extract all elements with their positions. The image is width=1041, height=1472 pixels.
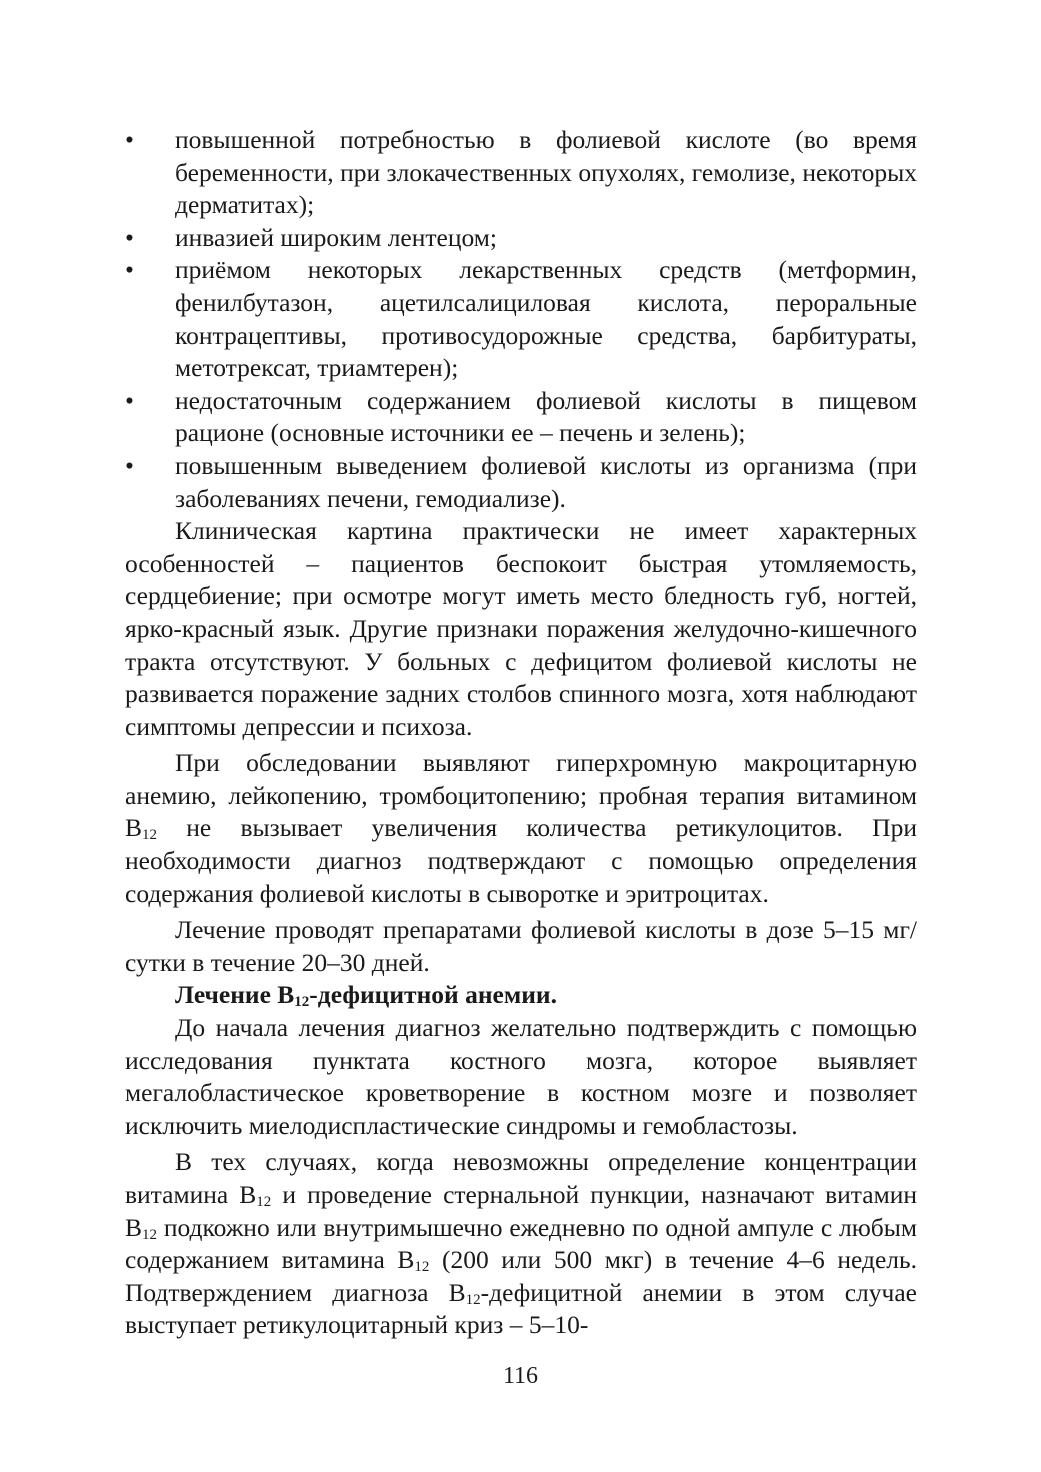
list-item xyxy=(125,124,917,222)
paragraph-clinical-picture: Клиническая картина практически не имеет характерных особенностей – пациентов беспокоит быстрая утомляемость, сердцебиение; при осмотре могут иметь место бледность губ, ногтей, ярко-красный язык. Другие признаки поражения желудочно-кишечного тракта отсутствуют. У больных с дефицитом фолиевой кислоты не развивается поражение задних столбов спинного мозга, хотя наблюдают симптомы депрессии и психоза. xyxy=(125,516,917,741)
bullet-icon: • xyxy=(125,255,134,285)
bullet-icon: • xyxy=(125,385,134,415)
bullet-icon: • xyxy=(125,450,134,480)
list-item-text: повышенной потребностью в фолиевой кислоте (во время беременности, при злокачественных опухолях, гемолизе, некоторых дерматитах); xyxy=(175,125,917,220)
paragraph-diagnosis: До начала лечения диагноз желательно подтверждить с помощью исследования пунктата костного мозга, которое выявляет мегалобластическое кроветворение в костном мозге и позволяет исключить миелодиспластические синдромы и гемобластозы. xyxy=(125,1013,917,1140)
section-heading: Лечение $B_{12}$-дефицитной анемии. xyxy=(175,980,557,1011)
list-item xyxy=(125,254,917,384)
bullet-icon: • xyxy=(125,222,134,252)
list-item-text: инвазией широким лентецом; xyxy=(175,222,497,252)
list-item xyxy=(125,450,917,515)
bullet-list xyxy=(125,124,917,515)
paragraph-examination: При обследовании выявляют гиперхромную макроцитарную анемию, лейкопению, тромбоцитопению; пробная терапия витамином $B_{12}$ не вызывает увеличения количества ретикулоцитов. При необходимости диагноз подтверждают с помощью определения содержания фолиевой кислоты в сыворотке и эритроцитах. xyxy=(125,748,917,908)
list-item-text: повышенным выведением фолиевой кислоты из организма (при заболеваниях печени, гемодиализе). xyxy=(175,450,917,513)
bullet-icon: • xyxy=(125,125,134,154)
list-item-text: недостаточным содержанием фолиевой кислоты в пищевом рационе (основные источники ее – печень и зелень); xyxy=(175,385,917,448)
paragraph-treatment: Лечение проводят препаратами фолиевой кислоты в дозе 5–15 мг/сутки в течение 20–30 дней. xyxy=(125,915,917,977)
list-item xyxy=(125,222,917,255)
page-number: 116 xyxy=(502,1363,539,1389)
paragraph-cases: В тех случаях, когда невозможны определение концентрации витамина $B_{12}$ и проведение стернальной пункции, назначают витамин $B_{12}$ подкожно или внутримышечно ежедневно по одной ампуле с любым содержанием витамина $B_{12}$ (200 или 500 мкг) в течение 4–6 недель. Подтверждением диагноза $B_{12}$-дефицитной анемии в этом случае выступает ретикулоцитарный криз – 5–10- xyxy=(125,1147,918,1340)
list-item xyxy=(125,385,917,450)
list-item-text: приёмом некоторых лекарственных средств (метформин, фенилбутазон, ацетилсалициловая кислота, пероральные контрацептивы, противосудорожные средства, барбитураты, метотрексат, триамтерен); xyxy=(175,255,917,383)
body-text xyxy=(125,124,917,1342)
